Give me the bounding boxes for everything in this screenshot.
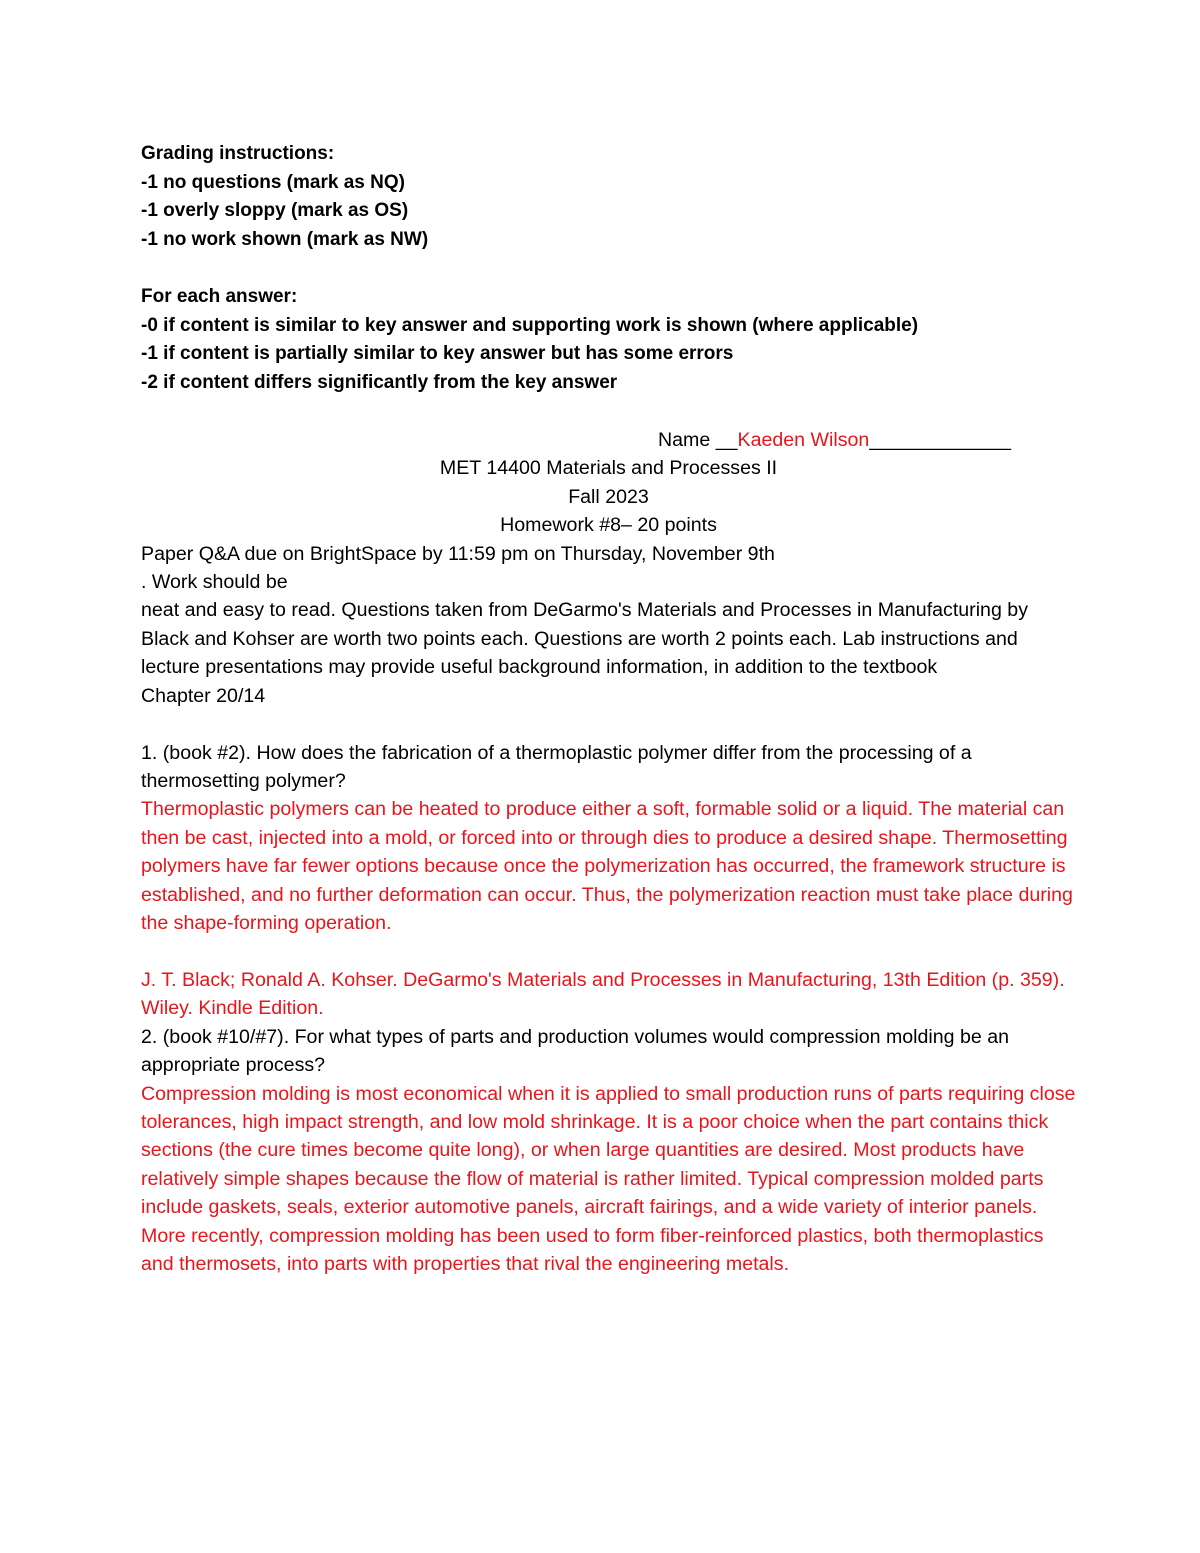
name-suffix: _____________	[869, 428, 1011, 451]
work-note: . Work should be	[141, 570, 288, 593]
spacer	[141, 710, 1076, 739]
answer-text: Thermoplastic polymers can be heated to produce either a soft, formable solid or a liquid. The material can then be cast, injected into a mold, or forced into or through dies to produce a desired shape. Thermosetting polymers have far fewer options because once the polymerization has occurred, the framework structure is established, and no further deformation can occur. Thus, the polymerization reaction must take place during the shape-forming operation.	[141, 798, 1073, 935]
answer-rule-differs: -2 if content differs significantly from the key answer	[141, 371, 618, 393]
chapter-label: Chapter 20/14	[141, 684, 266, 707]
grading-instructions	[141, 140, 1076, 397]
instructions-paragraph: neat and easy to read. Questions taken from DeGarmo's Materials and Processes in Manufacturing by Black and Kohser are worth two points each. Questions are worth 2 points each. Lab instructions and lecture presentations may provide useful background information, in addition to the textbook	[141, 599, 1028, 679]
term: Fall 2023	[568, 485, 649, 508]
answer-rule-similar: -0 if content is similar to key answer and supporting work is shown (where applicable)	[141, 314, 919, 336]
question-1	[141, 739, 1076, 1023]
document-page	[141, 140, 1076, 1279]
citation-text: J. T. Black; Ronald A. Kohser. DeGarmo's Materials and Processes in Manufacturing, 13th Edition (p. 359). Wiley. Kindle Edition.	[141, 969, 1065, 1020]
answer-text: Compression molding is most economical when it is applied to small production runs of parts requiring close tolerances, high impact strength, and low mold shrinkage. It is a poor choice when the part contains thick sections (the cure times become quite long), or when large quantities are desired. Most products have relatively simple shapes because the flow of material is rather limited. Typical compression molded parts include gaskets, seals, exterior automotive panels, aircraft fairings, and a wide variety of interior panels. More recently, compression molding has been used to form fiber-reinforced plastics, both thermoplastics and thermosets, into parts with properties that rival the engineering metals.	[141, 1082, 1076, 1276]
penalty-no-questions: -1 no questions (mark as NQ)	[141, 171, 405, 193]
spacer	[141, 937, 1076, 966]
assignment-header	[141, 426, 1076, 1279]
question-text: 2. (book #10/#7). For what types of parts and production volumes would compression molding be an appropriate process?	[141, 1025, 1010, 1077]
grading-title: Grading instructions:	[141, 143, 335, 164]
due-date: Paper Q&A due on BrightSpace by 11:59 pm on Thursday, November 9th	[141, 542, 775, 565]
spacer	[141, 254, 1076, 283]
penalty-overly-sloppy: -1 overly sloppy (mark as OS)	[141, 200, 409, 222]
name-prefix: Name __	[658, 428, 738, 451]
question-2	[141, 1023, 1076, 1279]
student-name-line	[141, 426, 1076, 454]
answer-rule-partial: -1 if content is partially similar to key answer but has some errors	[141, 343, 734, 365]
penalty-no-work: -1 no work shown (mark as NW)	[141, 228, 429, 250]
spacer	[141, 397, 1076, 426]
course-title: MET 14400 Materials and Processes II	[439, 457, 778, 480]
answer-rules-title: For each answer:	[141, 285, 298, 307]
question-text: 1. (book #2). How does the fabrication of a thermoplastic polymer differ from the processing of a thermosetting polymer?	[141, 741, 972, 792]
student-name: Kaeden Wilson	[737, 428, 870, 451]
homework-title: Homework #8– 20 points	[500, 514, 717, 537]
